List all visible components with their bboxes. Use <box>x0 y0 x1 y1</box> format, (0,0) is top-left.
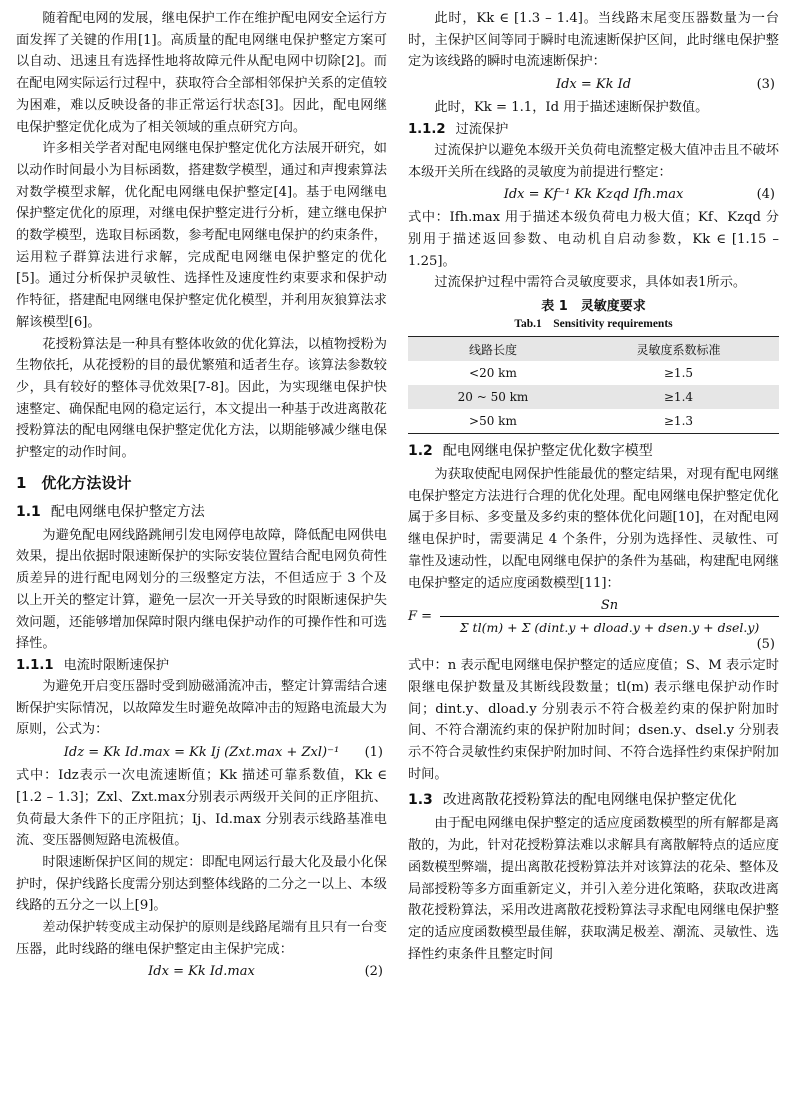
section-number: 1.1.1 <box>16 657 54 673</box>
section-1-2-heading <box>408 440 779 462</box>
section-1-heading: 1 优化方法设计 <box>16 473 132 492</box>
equation-1-explanation: 式中：Idz表示一次电流速断值；Kk 描述可靠系数值，Kk ∈ [1.2 – 1.3]；Zxl、Zxt.max分别表示两级开关间的正序阻抗、负荷最大条件下的正序阻抗；Ij、Id.max 分别表示线路基准电流、变压器侧短路电流极值。 <box>16 768 387 849</box>
section-1-1-heading <box>16 501 387 523</box>
equation-3-body: Idx = Kk Id <box>555 77 632 93</box>
section-number: 1.2 <box>408 443 433 460</box>
section-1-3-paragraph: 由于配电网继电保护整定的适应度函数模型的所有解都是离散的，为此，针对花授粉算法难以求解具有离散解特点的适应度函数模型弊端，提出离散花授粉算法并对该算法的花朵、整体及局部授粉等多方面重新定义，并引入差分进化策略，获取改进离散花授粉算法，采用改进离散花授粉算法寻求配电网继电保护整定的适应度函数模型最佳解，获取满足极差、潮流、灵敏性、选择性约束条件且整定时间 <box>408 816 779 962</box>
equation-5 <box>408 598 779 635</box>
section-1-1-1-paragraph-2: 时限速断保护区间的规定：即配电网运行最大化及最小化保护时，保护线路长度需分别达到整体线路的二分之一以上、本级线路的五分之一以上[9]。 <box>16 854 387 914</box>
equation-5-number: (5) <box>756 637 775 653</box>
section-1-1-1-paragraph-1: 为避免开启变压器时受到励磁涌流冲击，整定计算需结合速断保护实际情况，以故障发生时避免故障冲击的短路电流最大为原则，公式为： <box>16 678 387 738</box>
table-row <box>408 361 779 385</box>
section-title: 配电网继电保护整定方法 <box>50 503 205 520</box>
section-number: 1.1.2 <box>408 121 446 137</box>
equation-1-number: (1) <box>364 745 383 761</box>
section-title: 过流保护 <box>455 121 509 137</box>
section-title: 电流时限断速保护 <box>63 657 170 673</box>
equation-4-body: Idx = Kf⁻¹ Kk Kzqd Ifh.max <box>503 187 684 203</box>
sensitivity-table <box>408 336 779 434</box>
section-1-1-2-paragraph: 过流保护以避免本级开关负荷电流整定极大值冲击且不破坏本级开关所在线路的灵敏度为前提进行整定： <box>408 142 779 180</box>
table-cell: ≥1.5 <box>663 366 694 381</box>
section-1-1-paragraph: 为避免配电网线路跳闸引发电网停电故障，降低配电网供电效果，提出依据时限速断保护的实际安装位置结合配电网负荷性质差异的进行配电网划分的三级整定方法，不但适应于 3 个及以上开关的整定计算，避免一层次一开关导致的时限断速保护失效问题，还能够增加保障时限内继电保护动作的可操作性和可选择性。 <box>16 527 387 652</box>
equation-5-lhs: F = <box>408 609 433 625</box>
table-intro-paragraph: 过流保护过程中需符合灵敏度要求，具体如表1所示。 <box>434 275 747 291</box>
section-title: 改进离散花授粉算法的配电网继电保护整定优化 <box>442 792 737 809</box>
equation-2-body: Idx = Kk Id.max <box>148 964 255 980</box>
section-title: 配电网继电保护整定优化数字模型 <box>442 443 653 460</box>
table-1-subtitle: Tab.1 Sensitivity requirements <box>514 318 673 331</box>
table-cell: 20 ~ 50 km <box>457 390 529 405</box>
right-paragraph-1: 此时，Kk ∈ [1.3 – 1.4]。当线路末尾变压器数量为一台时，主保护区间等同于瞬时电流速断保护区间，此时继电保护整定为该线路的瞬时电流速断保护： <box>408 11 779 70</box>
equation-1-body: Idz = Kk Id.max = Kk Ij (Zxt.max + Zxl)⁻¹ <box>63 745 340 761</box>
intro-paragraph-1: 随着配电网的发展，继电保护工作在维护配电网安全运行方面发挥了关键的作用[1]。高质量的配电网继电保护整定方案可以自动、迅速且有选择性地将故障元件从配电网中切除[2]。而在配电网实际运行过程中，获取符合全部相邻保护关系的定值较为困难，难以反映设备的非正常运行状态[3]。因此，配电网继电保护整定优化成为了相关领域的重点研究方向。 <box>16 11 387 135</box>
section-number: 1.3 <box>408 792 433 809</box>
table-cell: ≥1.4 <box>663 390 694 405</box>
section-1-3-heading <box>408 789 779 811</box>
right-column <box>408 8 779 965</box>
table-cell: ≥1.3 <box>663 414 694 429</box>
equation-1 <box>16 741 387 765</box>
table-1-title: 表 1 灵敏度要求 <box>541 299 646 315</box>
section-1-1-1-heading <box>16 655 387 676</box>
section-1-1-2-heading <box>408 119 779 140</box>
table-header-row <box>408 337 779 362</box>
equation-5-explanation: 式中：n 表示配电网继电保护整定的适应度值；S、M 表示定时限继电保护数量及其断线段数量；tl(m) 表示继电保护动作时间；dint.y、dload.y 分别表示不符合极差约束的保护附加时间、不符合潮流约束的保护附加时间；dsen.y、dsel.y 分别表示不符合灵敏性约束保护附加时间、不符合选择性约束保护附加时间。 <box>408 658 779 782</box>
intro-paragraph-2: 许多相关学者对配电网继电保护整定优化方法展开研究，如以动作时间最小为目标函数，搭建数学模型，通过和声搜索算法对数学模型求解，优化配电网继电保护整定[4]。基于电网继电保护整定优化的原理，对继电保护整定进行分析，建立继电保护的数学模型，选取目标函数，参考配电网继电保护的约束条件，运用粒子群算法进行求解，完成配电网继电保护整定的优化[5]。通过分析保护灵敏性、选择性及速度性约束要求和保护动作特征，搭建配电网继电保护整定优化模型，并利用灰狼算法求解该模型[6]。 <box>16 141 387 330</box>
table-row <box>408 409 779 434</box>
equation-5-numerator: Sn <box>440 598 779 617</box>
table-cell: <20 km <box>469 366 517 381</box>
equation-5-fraction <box>440 598 779 635</box>
table-row <box>408 385 779 409</box>
equation-2 <box>16 960 387 984</box>
left-column <box>16 8 387 984</box>
equation-3-number: (3) <box>756 77 775 93</box>
intro-paragraph-3: 花授粉算法是一种具有整体收敛的优化算法，以植物授粉为生物依托，从花授粉的目的最优繁殖和适者生存。该算法参数较少，具有较好的整体寻优效果[7-8]。因此，为实现继电保护快速整定、确保配电网的稳定运行，本文提出一种基于改进离散花授粉算法的配电网继电保护整定优化方法，以期能够减少继电保护整定的动作时间。 <box>16 336 387 461</box>
equation-3 <box>408 73 779 97</box>
equation-4 <box>408 183 779 207</box>
section-1-2-paragraph: 为获取使配电网保护性能最优的整定结果，对现有配电网继电保护整定方法进行合理的优化处理。配电网继电保护整定优化属于多目标、多变量及多约束的整体优化问题[10]，在对配电网继电保护时，需要满足 4 个条件，分别为选择性、灵敏性、可靠性及速动性，以配电网继电保护的条件为基础，构建配电网继电保护整定的适应度函数模型[11]： <box>408 467 779 591</box>
table-header-cell: 灵敏度系数标准 <box>636 342 721 357</box>
section-number: 1.1 <box>16 503 41 520</box>
right-paragraph-2: 此时，Kk = 1.1，Id 用于描述速断保护数值。 <box>434 100 709 116</box>
table-header-cell: 线路长度 <box>468 342 517 357</box>
equation-4-explanation: 式中：Ifh.max 用于描述本级负荷电力极大值；Kf、Kzqd 分别用于描述返回参数、电动机自启动参数，Kk ∈ [1.15 – 1.25]。 <box>408 210 779 269</box>
table-cell: >50 km <box>469 414 517 429</box>
equation-5-denominator: Σ tl(m) + Σ (dint.y + dload.y + dsen.y + dsel.y) <box>459 620 760 636</box>
section-1-1-1-paragraph-3: 差动保护转变成主动保护的原则是线路尾端有且只有一台变压器，此时线路的继电保护整定由主保护完成： <box>16 920 387 957</box>
equation-4-number: (4) <box>756 187 775 203</box>
equation-2-number: (2) <box>364 964 383 980</box>
